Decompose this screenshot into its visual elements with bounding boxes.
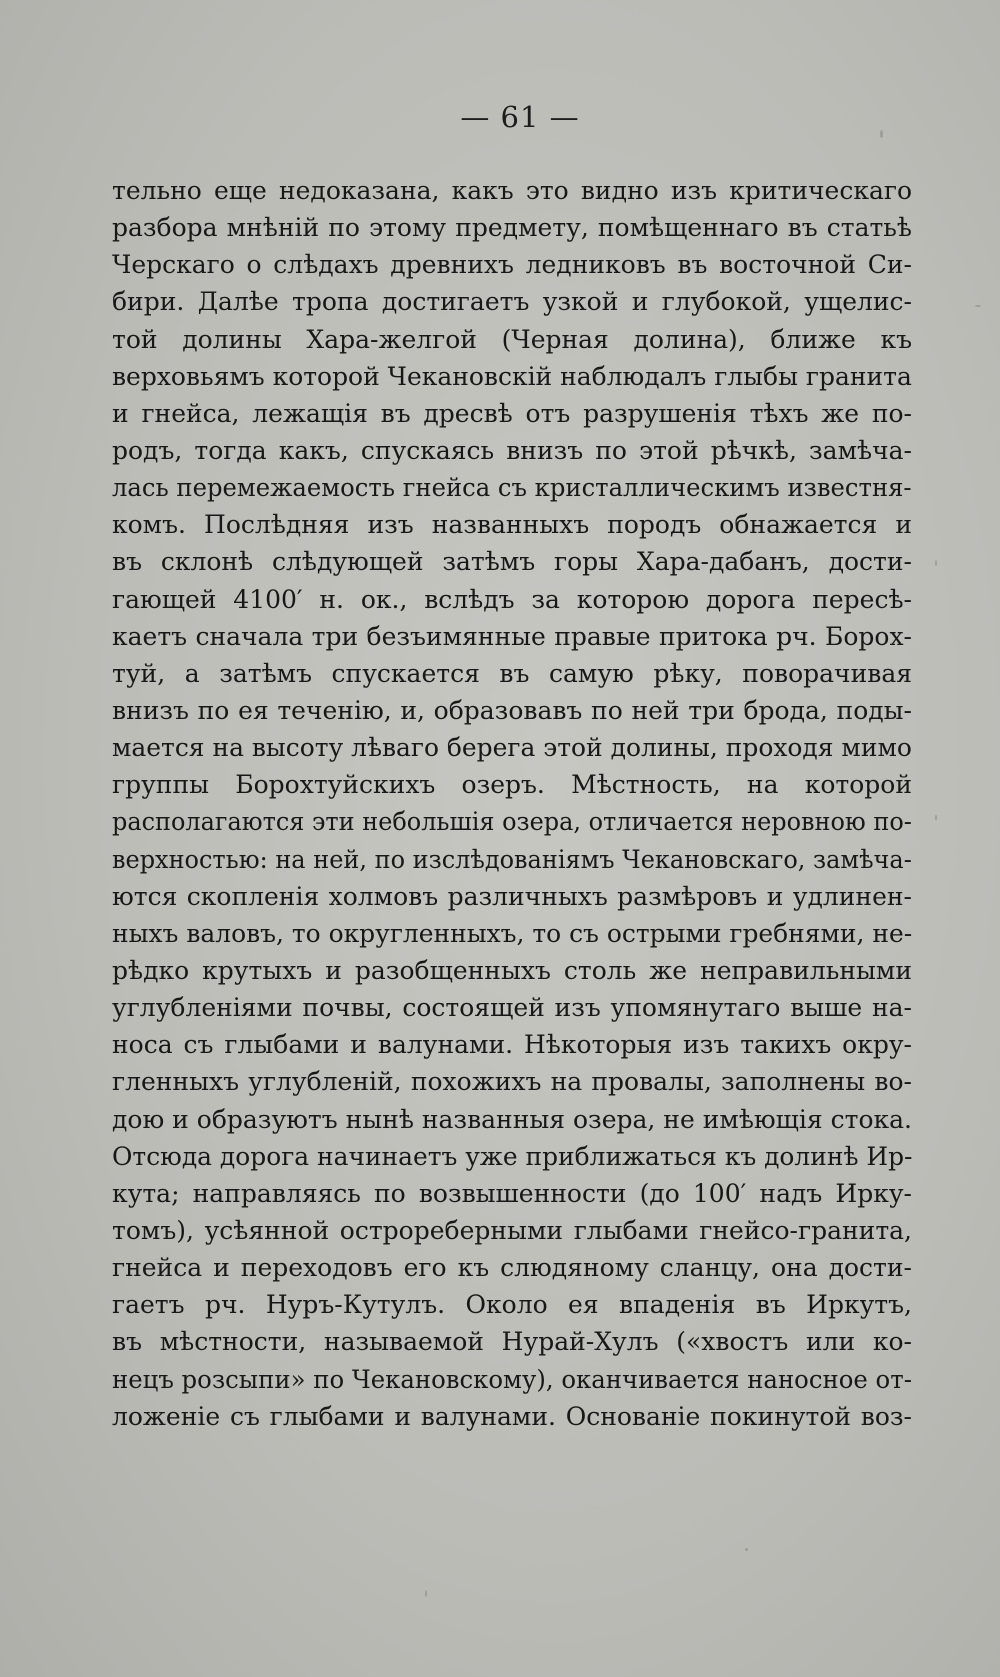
text-line: внизъ по ея теченію, и, образовавъ по ней три брода, поды- <box>112 695 912 725</box>
page-text <box>112 172 912 1435</box>
paper-speck <box>880 130 883 138</box>
text-line: гнейса и переходовъ его къ слюдяному сланцу, она дости- <box>112 1253 912 1283</box>
text-line: томъ), усѣянной остроребeрными глыбами гнейсо-гранита, <box>112 1215 912 1245</box>
text-line: въ мѣстности, называемой Нурай-Хулъ («хвостъ или ко- <box>112 1327 912 1357</box>
text-line: Черскаго о слѣдахъ древнихъ ледниковъ въ восточной Си- <box>112 250 912 280</box>
text-line: располагаются эти небольшія озера, отличается неровною по- <box>112 807 912 837</box>
text-line: разбора мнѣній по этому предмету, помѣщеннаго въ статьѣ <box>112 213 912 243</box>
paper-speck <box>745 1548 748 1551</box>
text-line: въ склонѣ слѣдующей затѣмъ горы Хара-дабанъ, дости- <box>112 547 912 577</box>
text-line: тельно еще недоказана, какъ это видно изъ критическаго <box>112 176 912 205</box>
text-line: ложеніе съ глыбами и валунами. Основаніе покинутой воз- <box>112 1401 912 1431</box>
text-line: кута; направляясь по возвышенности (до 100′ надъ Ирку- <box>112 1178 912 1208</box>
text-line: гленныхъ углубленій, похожихъ на провалы, заполнены во- <box>112 1067 912 1097</box>
text-line: верхностью: на ней, по изслѣдованіямъ Чекановскаго, замѣча- <box>112 844 912 874</box>
text-line: лась перемежаемость гнейса съ кристаллическимъ известня- <box>112 473 912 503</box>
text-line: углубленіями почвы, состоящей изъ упомянутаго выше на- <box>112 993 912 1023</box>
text-line: бири. Далѣе тропа достигаетъ узкой и глубокой, ущелис- <box>112 287 912 317</box>
page-number: — 61 — <box>460 100 580 134</box>
text-line: верховьямъ которой Чекановскій наблюдалъ глыбы гранита <box>112 361 912 391</box>
text-line: группы Борохтуйскихъ озеръ. Мѣстность, на которой <box>112 770 912 800</box>
text-line: комъ. Послѣдняя изъ названныхъ породъ обнажается и <box>112 510 912 540</box>
text-line: нецъ розсыпи» по Чекановскому), оканчивается наносное от- <box>112 1364 912 1394</box>
text-line: гаетъ рч. Нуръ-Кутулъ. Около ея впаденія въ Иркутъ, <box>112 1290 912 1320</box>
text-line: Отсюда дорога начинаетъ уже приближаться къ долинѣ Ир- <box>112 1141 913 1171</box>
text-line: каетъ сначала три безъимянные правые притока рч. Борох- <box>112 621 912 651</box>
paper-speck <box>935 815 937 820</box>
paper-speck <box>935 560 937 566</box>
text-line: рѣдко крутыхъ и разобщенныхъ столь же неправильными <box>112 955 912 985</box>
text-line: дою и образуютъ нынѣ названныя озера, не имѣющія стока. <box>112 1104 912 1134</box>
text-line: гающей 4100′ н. ок., вслѣдъ за которою дорога пересѣ- <box>112 584 912 614</box>
paper-speck <box>975 305 981 307</box>
text-line: ныхъ валовъ, то округленныхъ, то съ острыми гребнями, не- <box>112 918 913 948</box>
text-line: той долины Хара-желгой (Черная долина), ближе къ <box>112 324 912 354</box>
text-line: и гнейса, лежащія въ дресвѣ отъ разрушенія тѣхъ же по- <box>112 398 912 428</box>
text-line: носа съ глыбами и валунами. Нѣкоторыя изъ такихъ окру- <box>112 1030 912 1060</box>
text-line: родъ, тогда какъ, спускаясь внизъ по этой рѣчкѣ, замѣча- <box>112 435 912 465</box>
text-line: туй, а затѣмъ спускается въ самую рѣку, поворачивая <box>112 658 912 688</box>
text-line: ются скопленія холмовъ различныхъ размѣровъ и удлинен- <box>112 881 912 911</box>
text-line: мается на высоту лѣваго берега этой долины, проходя мимо <box>112 733 912 763</box>
paper-speck <box>425 1590 427 1597</box>
